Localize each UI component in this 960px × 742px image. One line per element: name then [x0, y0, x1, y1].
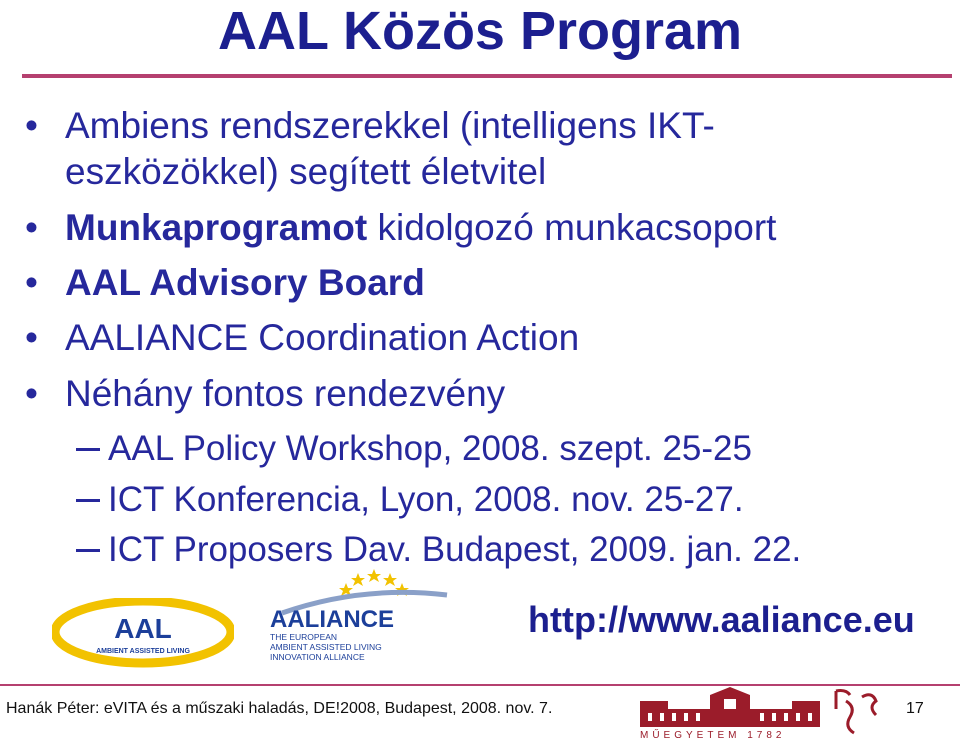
slide-title: AAL Közös Program — [217, 1, 743, 61]
bullet-bold-text: AAL Advisory Board — [65, 262, 425, 303]
bullet-continuation — [65, 150, 546, 194]
sub-item — [108, 479, 744, 521]
bme-logo — [640, 687, 900, 739]
bme-emblem-icon — [836, 691, 876, 734]
aaliance-logo-line: AMBIENT ASSISTED LIVING — [270, 642, 382, 652]
aal-logo — [52, 598, 234, 668]
dash-icon — [76, 549, 100, 552]
bullet-icon: • — [25, 262, 38, 303]
dash-icon — [76, 448, 100, 451]
sub-item-text: AAL Policy Workshop, 2008. szept. 25-25 — [108, 429, 752, 468]
bullet-icon: • — [25, 207, 38, 248]
dash-icon — [76, 499, 100, 502]
bullet-item — [25, 206, 777, 250]
bullet-item — [25, 372, 506, 416]
bullet-text: Ambiens rendszerekkel (intelligens IKT- — [65, 105, 715, 146]
bullet-icon: • — [25, 105, 38, 146]
bullet-item — [25, 261, 425, 305]
bullet-icon: • — [25, 317, 38, 358]
sub-item — [108, 428, 752, 470]
bullet-item — [25, 316, 580, 360]
aaliance-logo — [262, 565, 462, 667]
aaliance-logo-text: AALIANCE — [270, 606, 394, 633]
page-number: 17 — [906, 700, 924, 717]
website-url: http://www.aaliance.eu — [528, 599, 915, 640]
aal-logo-text: AAL — [114, 613, 172, 644]
bullet-item — [25, 104, 715, 148]
bullet-text: Néhány fontos rendezvény — [65, 373, 506, 414]
bullet-icon: • — [25, 373, 38, 414]
aaliance-logo-line: THE EUROPEAN — [270, 632, 338, 642]
bullet-bold-text: Munkaprogramot — [65, 207, 368, 248]
bme-logo-text: MŰEGYETEM 1782 — [640, 730, 786, 739]
aal-logo-subtext: AMBIENT ASSISTED LIVING — [96, 648, 190, 655]
sub-item-text: ICT Proposers Dav. Budapest, 2009. jan. 22. — [108, 530, 802, 569]
sub-item-text: ICT Konferencia, Lyon, 2008. nov. 25-27. — [108, 480, 744, 519]
bullet-text: eszközökkel) segített életvitel — [65, 151, 547, 192]
bullet-text: kidolgozó munkacsoport — [367, 207, 777, 248]
bullet-text: AALIANCE Coordination Action — [65, 317, 580, 358]
aaliance-logo-line: INNOVATION ALLIANCE — [270, 652, 365, 662]
footer-text: Hanák Péter: eVITA és a műszaki haladás, DE!2008, Budapest, 2008. nov. 7. — [6, 700, 553, 717]
bottom-divider — [0, 684, 960, 686]
